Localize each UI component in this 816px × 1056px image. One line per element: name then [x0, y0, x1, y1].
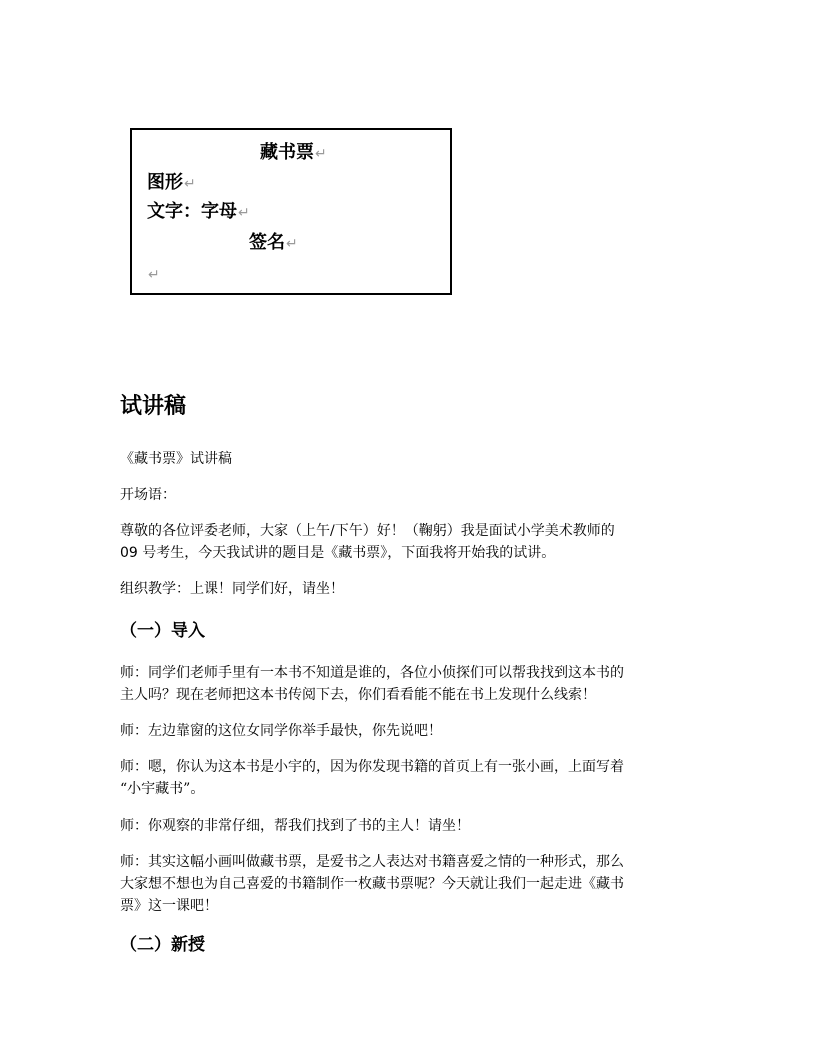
bookplate-box	[130, 128, 452, 295]
paragraph-line	[120, 542, 700, 564]
paragraph-line: 票》这一课吧！	[120, 898, 218, 914]
paragraph-mark: ↵	[238, 205, 250, 221]
paragraph-teacher-3	[120, 756, 700, 800]
paragraph-mark: ↵	[148, 267, 160, 283]
paragraph-line-rest: 号考生，今天我试讲的题目是《藏书票》，下面我将开始我的试讲。	[137, 545, 556, 561]
paragraph-opening	[120, 520, 700, 564]
box-line-3: 签名	[249, 232, 285, 253]
paragraph-line: 尊敬的各位评委老师，大家（上午/下午）好！（鞠躬）我是面试小学美术教师的	[120, 523, 615, 539]
paragraph-line: “小宇藏书”。	[120, 781, 205, 797]
paragraph-line: 大家想不想也为自己喜爱的书籍制作一枚藏书票呢？今天就让我们一起走进《藏书	[120, 876, 624, 892]
paragraph-teacher-2: 师：左边靠窗的这位女同学你举手最快，你先说吧！	[120, 723, 442, 739]
box-line-signature	[249, 232, 298, 255]
paragraph-teacher-1	[120, 662, 700, 706]
paragraph-line: 师：其实这幅小画叫做藏书票，是爱书之人表达对书籍喜爱之情的一种形式，那么	[120, 854, 624, 870]
paragraph-line: 师：嗯，你认为这本书是小宇的，因为你发现书籍的首页上有一张小画，上面写着	[120, 759, 624, 775]
paragraph-line: 主人吗？现在老师把这本书传阅下去，你们看看能不能在书上发现什么线索！	[120, 687, 596, 703]
candidate-number: 09	[120, 545, 138, 561]
page-heading: 试讲稿	[120, 394, 187, 419]
paragraph-teacher-4: 师：你观察的非常仔细，帮我们找到了书的主人！请坐！	[120, 818, 470, 834]
box-line-graphic	[147, 172, 196, 195]
box-line-2: 文字：字母	[147, 201, 237, 222]
box-title-line	[260, 142, 327, 165]
paragraph-mark: ↵	[315, 146, 327, 162]
paragraph-teacher-5	[120, 851, 700, 917]
paragraph-opening-label: 开场语：	[120, 487, 176, 503]
paragraph-line: 师：同学们老师手里有一本书不知道是谁的，各位小侦探们可以帮我找到这本书的	[120, 665, 624, 681]
box-line-text	[147, 201, 250, 224]
paragraph-organize: 组织教学：上课！同学们好，请坐！	[120, 581, 344, 597]
paragraph-mark: ↵	[286, 236, 298, 252]
paragraph-title: 《藏书票》试讲稿	[120, 451, 232, 467]
paragraph-mark: ↵	[184, 176, 196, 192]
box-empty-line	[147, 263, 160, 286]
section-heading-intro: （一）导入	[120, 621, 205, 641]
box-title: 藏书票	[260, 142, 314, 163]
box-line-1: 图形	[147, 172, 183, 193]
section-heading-new: （二）新授	[120, 935, 205, 955]
